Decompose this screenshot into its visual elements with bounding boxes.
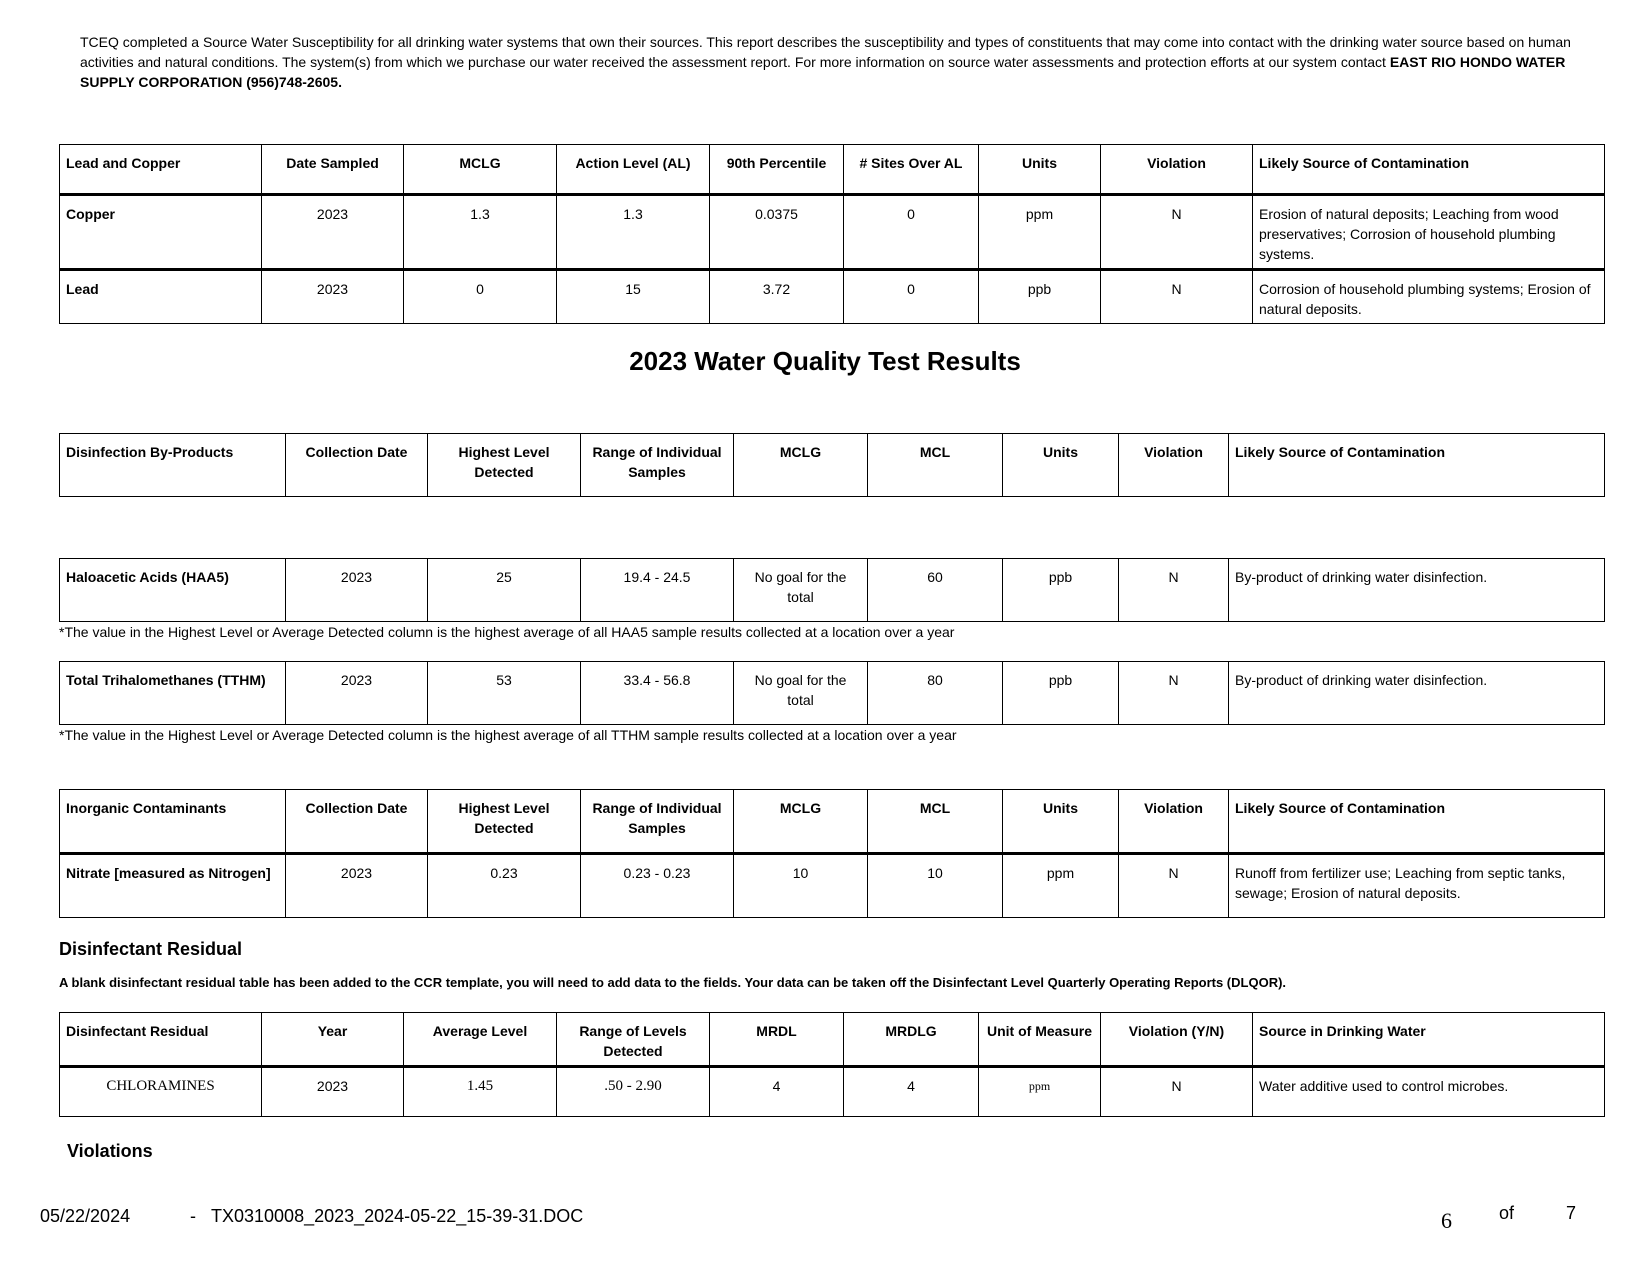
- header-cell: Action Level (AL): [557, 145, 710, 195]
- table-cell: N: [1101, 270, 1253, 324]
- header-cell: Range of Levels Detected: [557, 1013, 710, 1067]
- table-cell: 80: [868, 662, 1003, 725]
- table-cell: 60: [868, 559, 1003, 622]
- table-cell: No goal for the total: [734, 662, 868, 725]
- header-cell: Highest Level Detected: [428, 434, 581, 497]
- table-cell: ppm: [1003, 854, 1119, 918]
- table-cell: Water additive used to control microbes.: [1253, 1067, 1605, 1117]
- table-cell: 19.4 - 24.5: [581, 559, 734, 622]
- table-cell: 1.3: [557, 195, 710, 270]
- footer-dash: -: [190, 1206, 196, 1226]
- lead-copper-header-row: [60, 145, 1605, 195]
- haa5-footnote: *The value in the Highest Level or Average Detected column is the highest average of all HAA5 sample results collected at a location over a year: [59, 624, 955, 640]
- table-row: [60, 662, 1605, 725]
- table-cell: 2023: [262, 195, 404, 270]
- row-label: CHLORAMINES: [60, 1067, 262, 1117]
- header-cell: Lead and Copper: [60, 145, 262, 195]
- table-cell: 1.45: [404, 1067, 557, 1117]
- header-cell: Range of Individual Samples: [581, 434, 734, 497]
- table-cell: By-product of drinking water disinfection.: [1229, 662, 1605, 725]
- row-label: Copper: [60, 195, 262, 270]
- header-cell: MRDL: [710, 1013, 844, 1067]
- lead-copper-table: [59, 144, 1605, 324]
- header-cell: Disinfectant Residual: [60, 1013, 262, 1067]
- disinfectant-section-title: Disinfectant Residual: [59, 939, 243, 959]
- header-cell: Units: [979, 145, 1101, 195]
- table-cell: 25: [428, 559, 581, 622]
- inorganic-table: [59, 789, 1605, 918]
- table-cell: 2023: [262, 270, 404, 324]
- header-cell: # Sites Over AL: [844, 145, 979, 195]
- table-cell: N: [1119, 559, 1229, 622]
- header-cell: Violation: [1101, 145, 1253, 195]
- table-cell: 0.23 - 0.23: [581, 854, 734, 918]
- header-cell: 90th Percentile: [710, 145, 844, 195]
- header-cell: MCLG: [734, 434, 868, 497]
- header-cell: Unit of Measure: [979, 1013, 1101, 1067]
- row-label: Haloacetic Acids (HAA5): [60, 559, 286, 622]
- row-label: Lead: [60, 270, 262, 324]
- table-row: [60, 1067, 1605, 1117]
- table-cell: By-product of drinking water disinfection.: [1229, 559, 1605, 622]
- table-row: [60, 270, 1605, 324]
- table-cell: 10: [868, 854, 1003, 918]
- table-row: [60, 854, 1605, 918]
- table-cell: 0: [844, 270, 979, 324]
- table-cell: ppm: [979, 1067, 1101, 1117]
- table-cell: Corrosion of household plumbing systems; Erosion of natural deposits.: [1253, 270, 1605, 324]
- header-cell: Violation: [1119, 790, 1229, 854]
- table-cell: 3.72: [710, 270, 844, 324]
- disinfectant-header-row: [60, 1013, 1605, 1067]
- table-cell: 1.3: [404, 195, 557, 270]
- dbp-header-row: [60, 434, 1605, 497]
- table-cell: N: [1119, 854, 1229, 918]
- table-cell: 4: [710, 1067, 844, 1117]
- table-cell: Runoff from fertilizer use; Leaching from septic tanks, sewage; Erosion of natural deposits.: [1229, 854, 1605, 918]
- table-cell: 2023: [286, 559, 428, 622]
- header-cell: MCL: [868, 790, 1003, 854]
- table-cell: No goal for the total: [734, 559, 868, 622]
- header-cell: MRDLG: [844, 1013, 979, 1067]
- header-cell: Year: [262, 1013, 404, 1067]
- table-cell: .50 - 2.90: [557, 1067, 710, 1117]
- tthm-table: [59, 661, 1605, 725]
- header-cell: Highest Level Detected: [428, 790, 581, 854]
- header-cell: Collection Date: [286, 790, 428, 854]
- page-title: 2023 Water Quality Test Results: [629, 346, 1021, 376]
- table-row: [60, 195, 1605, 270]
- table-cell: ppm: [979, 195, 1101, 270]
- header-cell: Violation (Y/N): [1101, 1013, 1253, 1067]
- table-cell: 0: [844, 195, 979, 270]
- footer-date: 05/22/2024: [40, 1206, 131, 1226]
- table-cell: 0.0375: [710, 195, 844, 270]
- header-cell: MCLG: [404, 145, 557, 195]
- intro-contact: EAST RIO HONDO WATER SUPPLY CORPORATION (956)748-2605.: [80, 54, 1566, 90]
- table-cell: N: [1101, 1067, 1253, 1117]
- table-cell: ppb: [1003, 662, 1119, 725]
- table-cell: 0: [404, 270, 557, 324]
- table-cell: ppb: [1003, 559, 1119, 622]
- header-cell: Units: [1003, 434, 1119, 497]
- intro-paragraph: [80, 32, 1590, 92]
- disinfectant-note: A blank disinfectant residual table has been added to the CCR template, you will need to add data to the fields. Your data can be taken off the Disinfectant Level Quarterly Operating Reports (DLQOR).: [59, 975, 1287, 990]
- header-cell: Units: [1003, 790, 1119, 854]
- table-cell: 2023: [262, 1067, 404, 1117]
- inorganic-header-row: [60, 790, 1605, 854]
- table-cell: 53: [428, 662, 581, 725]
- header-cell: Source in Drinking Water: [1253, 1013, 1605, 1067]
- header-cell: Likely Source of Contamination: [1229, 790, 1605, 854]
- tthm-footnote: *The value in the Highest Level or Average Detected column is the highest average of all TTHM sample results collected at a location over a year: [59, 727, 957, 743]
- disinfectant-table: [59, 1012, 1605, 1117]
- row-label: Total Trihalomethanes (TTHM): [60, 662, 286, 725]
- violations-title: Violations: [67, 1141, 153, 1161]
- table-cell: Erosion of natural deposits; Leaching from wood preservatives; Corrosion of household plumbing systems.: [1253, 195, 1605, 270]
- table-cell: 10: [734, 854, 868, 918]
- intro-text: TCEQ completed a Source Water Susceptibility for all drinking water systems that own their sources. This report describes the susceptibility and types of constituents that may come into contact with the drinking water source based on human activities and natural conditions. The system(s) from which we purchase our water received the assessment report. For more information on source water assessments and protection efforts at our system contact: [80, 34, 1571, 70]
- table-cell: N: [1119, 662, 1229, 725]
- table-cell: ppb: [979, 270, 1101, 324]
- footer-page-number: 6: [1441, 1208, 1452, 1233]
- footer-filename: TX0310008_2023_2024-05-22_15-39-31.DOC: [211, 1206, 584, 1226]
- row-label: Nitrate [measured as Nitrogen]: [60, 854, 286, 918]
- header-cell: MCLG: [734, 790, 868, 854]
- footer-of: of: [1499, 1203, 1515, 1223]
- header-cell: MCL: [868, 434, 1003, 497]
- table-cell: 15: [557, 270, 710, 324]
- header-cell: Violation: [1119, 434, 1229, 497]
- table-cell: N: [1101, 195, 1253, 270]
- table-row: [60, 559, 1605, 622]
- footer-total-pages: 7: [1566, 1203, 1577, 1223]
- haa5-table: [59, 558, 1605, 622]
- header-cell: Likely Source of Contamination: [1229, 434, 1605, 497]
- table-cell: 0.23: [428, 854, 581, 918]
- table-cell: 2023: [286, 854, 428, 918]
- header-cell: Average Level: [404, 1013, 557, 1067]
- header-cell: Date Sampled: [262, 145, 404, 195]
- dbp-header-table: [59, 433, 1605, 497]
- table-cell: 2023: [286, 662, 428, 725]
- header-cell: Inorganic Contaminants: [60, 790, 286, 854]
- header-cell: Range of Individual Samples: [581, 790, 734, 854]
- table-cell: 4: [844, 1067, 979, 1117]
- header-cell: Likely Source of Contamination: [1253, 145, 1605, 195]
- header-cell: Disinfection By-Products: [60, 434, 286, 497]
- table-cell: 33.4 - 56.8: [581, 662, 734, 725]
- header-cell: Collection Date: [286, 434, 428, 497]
